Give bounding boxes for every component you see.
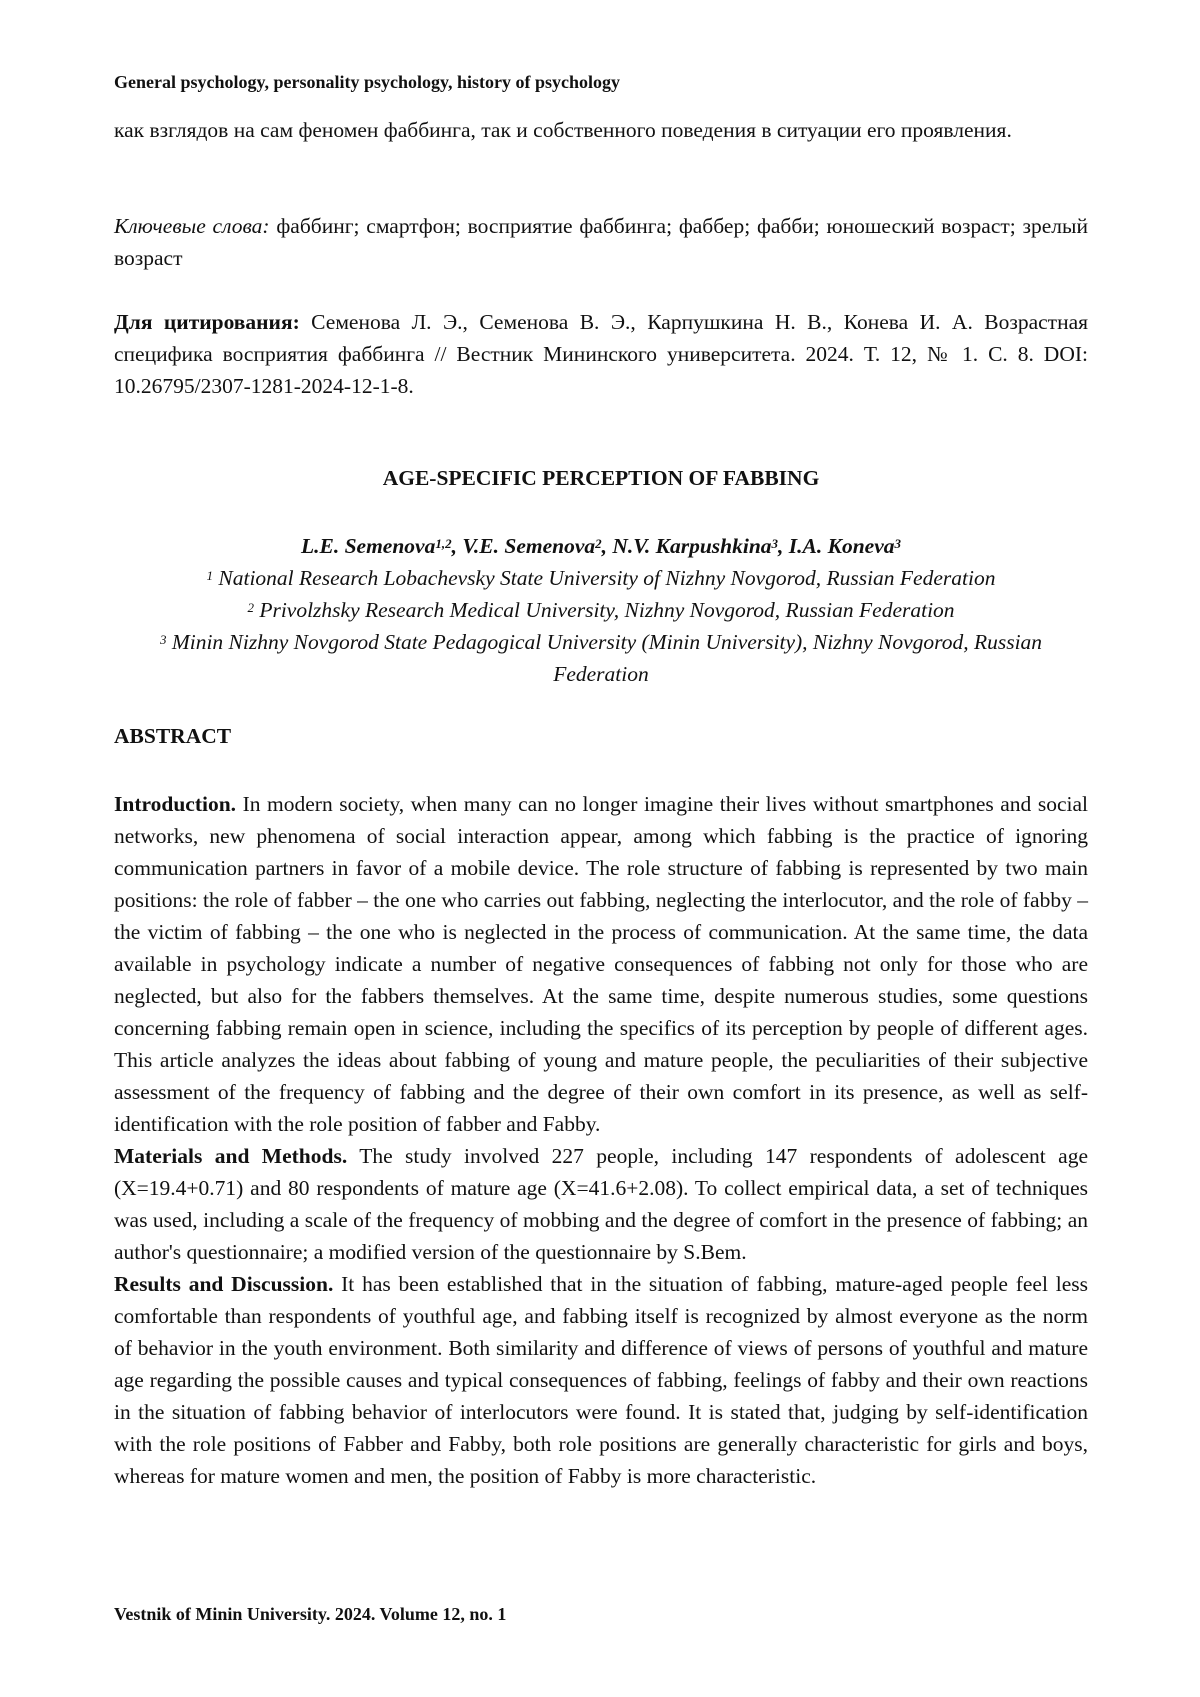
abstract-introduction: Introduction. In modern society, when many can no longer imagine their lives without smartphones and social networks, new phenomena of social interaction appear, among which fabbing is the practice of ignoring communication partners in favor of a mobile device. The role structure of fabbing is represented by two main positions: the role of fabber – the one who carries out fabbing, neglecting the interlocutor, and the role of fabby – the victim of fabbing – the one who is neglected in the process of communication. At the same time, the data available in psychology indicate a number of negative consequences of fabbing not only for those who are neglected, but also for the fabbers themselves. At the same time, despite numerous studies, some questions concerning fabbing remain open in science, including the specifics of its perception by people of different ages. This article analyzes the ideas about fabbing of young and mature people, the peculiarities of their subjective assessment of the frequency of fabbing and the degree of their own comfort in its presence, as well as self-identification with the role position of fabber and Fabby. bbox=[114, 788, 1088, 1140]
affiliation-1: 1 National Research Lobachevsky State University of Nizhny Novgorod, Russian Federation bbox=[114, 562, 1088, 594]
abstract-results: Results and Discussion. It has been established that in the situation of fabbing, mature-aged people feel less comfortable than respondents of youthful age, and fabbing itself is recognized by almost everyone as the norm of behavior in the youth environment. Both similarity and difference of views of persons of youthful and mature age regarding the possible causes and typical consequences of fabbing, feelings of fabby and their own reactions in the situation of fabbing behavior of interlocutors were found. It is stated that, judging by self-identification with the role positions of Fabber and Fabby, both role positions are generally characteristic for girls and boys, whereas for mature women and men, the position of Fabby is more characteristic. bbox=[114, 1268, 1088, 1492]
page-footer: Vestnik of Minin University. 2024. Volume 12, no. 1 bbox=[114, 1604, 506, 1625]
author: N.V. Karpushkina3, bbox=[612, 534, 788, 558]
running-header: General psychology, personality psychology, history of psychology bbox=[114, 72, 620, 93]
citation-block bbox=[114, 306, 1088, 402]
ru-abstract-continuation: как взглядов на сам феномен фаббинга, так и собственного поведения в ситуации его проявления. bbox=[114, 114, 1088, 146]
citation-text: Семенова Л. Э., Семенова В. Э., Карпушкина Н. В., Конева И. А. Возрастная специфика восприятия фаббинга // Вестник Мининского университета. 2024. Т. 12, № 1. С. 8. DOI: 10.26795/2307-1281-2024-12-1-8. bbox=[114, 310, 1088, 398]
author: I.A. Koneva3 bbox=[789, 534, 901, 558]
author: L.E. Semenova1,2, bbox=[301, 534, 462, 558]
author: V.E. Semenova2, bbox=[462, 534, 612, 558]
abstract-methods: Materials and Methods. The study involved 227 people, including 147 respondents of adolescent age (X=19.4+0.71) and 80 respondents of mature age (X=41.6+2.08). To collect empirical data, a set of techniques was used, including a scale of the frequency of mobbing and the degree of comfort in the presence of fabbing; an author's questionnaire; a modified version of the questionnaire by S.Bem. bbox=[114, 1140, 1088, 1268]
keywords-ru bbox=[114, 210, 1088, 274]
page bbox=[0, 0, 1200, 1697]
author-list bbox=[114, 530, 1088, 562]
affiliation-3: 3 Minin Nizhny Novgorod State Pedagogical University (Minin University), Nizhny Novgorod, Russian Federation bbox=[131, 626, 1071, 690]
affiliation-2: 2 Privolzhsky Research Medical University, Nizhny Novgorod, Russian Federation bbox=[114, 594, 1088, 626]
abstract-heading: ABSTRACT bbox=[114, 724, 231, 749]
abstract-body bbox=[114, 788, 1088, 1492]
keywords-label: Ключевые слова: bbox=[114, 214, 270, 238]
citation-label: Для цитирования: bbox=[114, 310, 300, 334]
article-title: AGE-SPECIFIC PERCEPTION OF FABBING bbox=[114, 466, 1088, 491]
keywords-text: фаббинг; смартфон; восприятие фаббинга; фаббер; фабби; юношеский возраст; зрелый возраст bbox=[114, 214, 1088, 270]
